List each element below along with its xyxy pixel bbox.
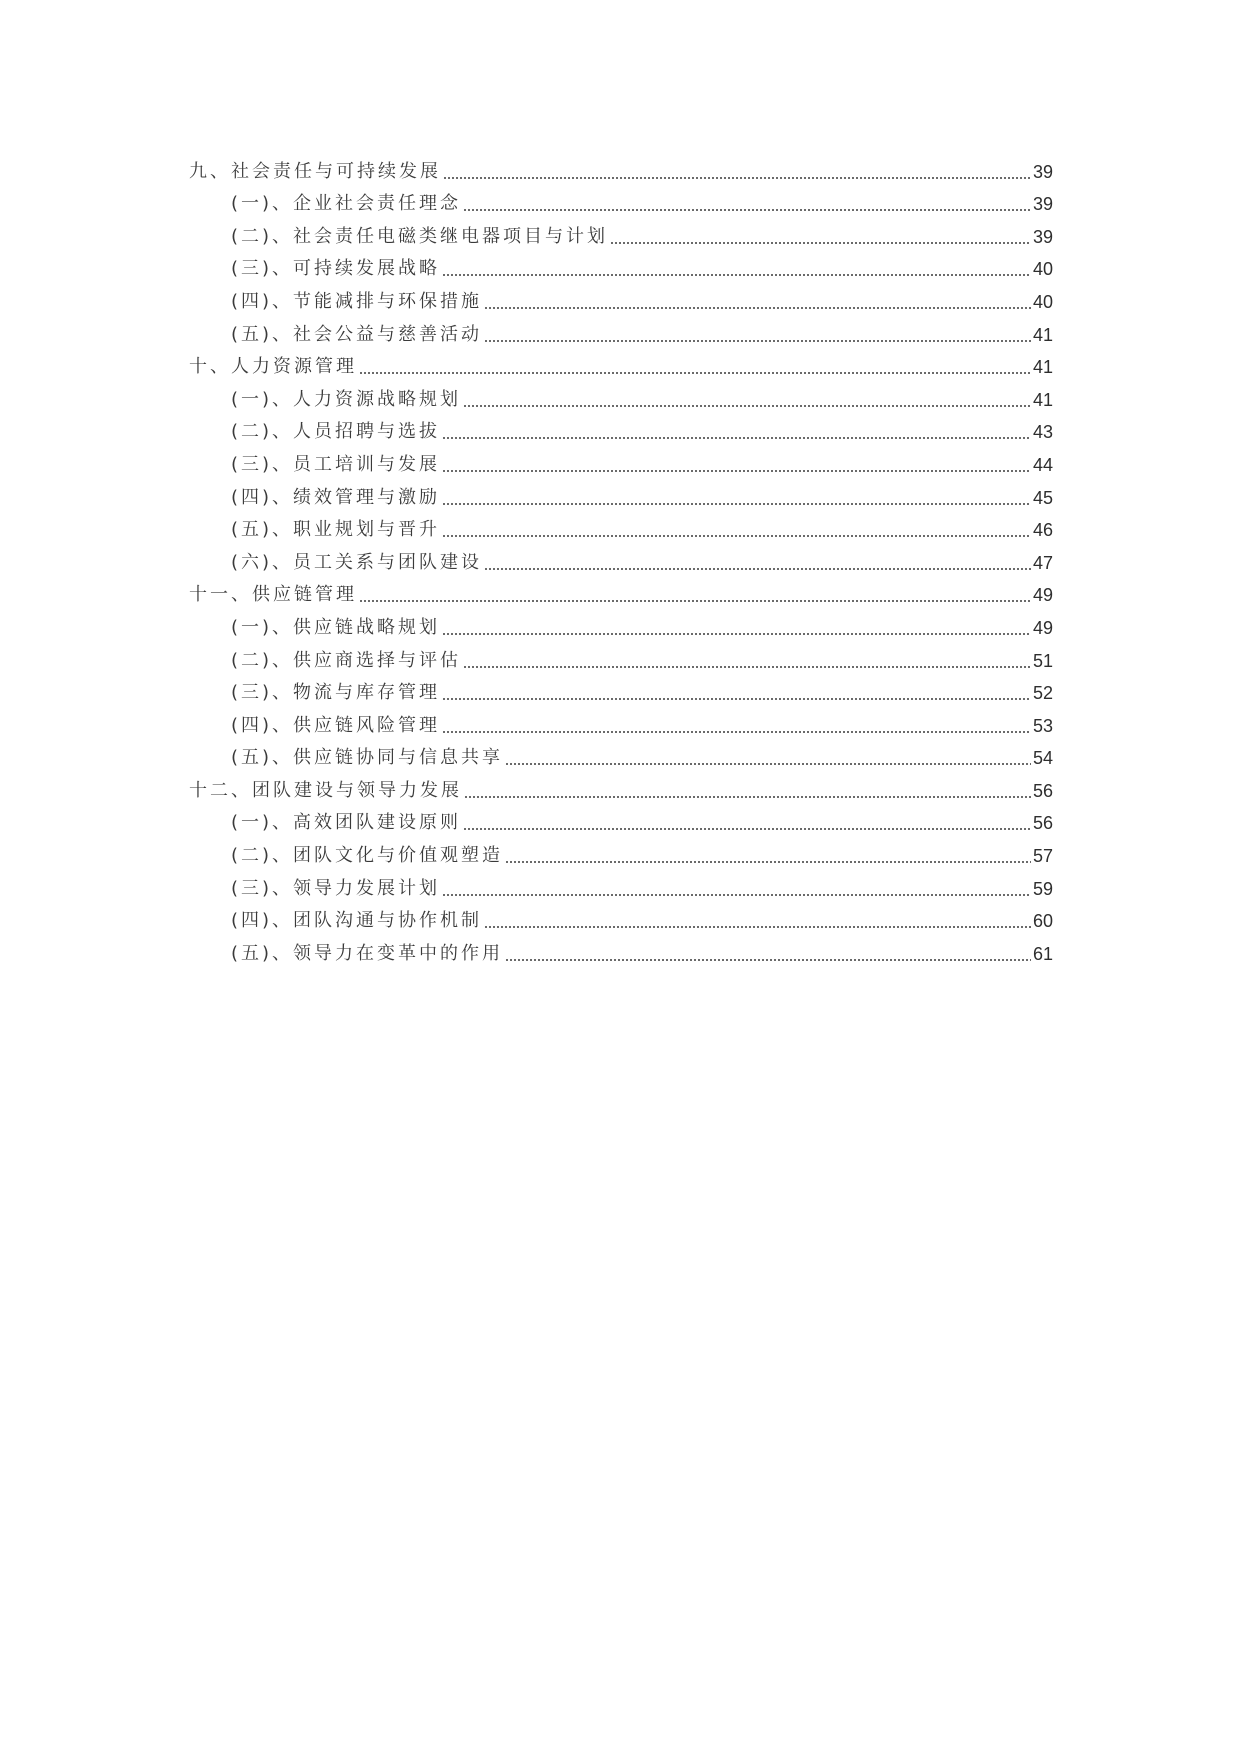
toc-section-entry[interactable] <box>189 803 1053 836</box>
toc-dot-leader <box>484 910 1031 932</box>
toc-entry-title: 十二、团队建设与领导力发展 <box>189 779 462 801</box>
toc-dot-leader <box>484 324 1031 346</box>
toc-entry-page-number: 49 <box>1032 617 1053 638</box>
toc-dot-leader <box>505 943 1031 965</box>
toc-section-entry[interactable] <box>189 868 1053 901</box>
toc-entry-title: (一)、企业社会责任理念 <box>231 193 462 215</box>
toc-dot-leader <box>463 389 1031 411</box>
toc-entry-title: (三)、可持续发展战略 <box>231 258 441 280</box>
toc-section-entry[interactable] <box>189 542 1053 575</box>
toc-entry-page-number: 39 <box>1032 161 1053 182</box>
toc-entry-page-number: 61 <box>1032 943 1053 964</box>
toc-dot-leader <box>442 258 1031 280</box>
toc-entry-title: (一)、人力资源战略规划 <box>231 388 462 410</box>
toc-entry-title: (三)、物流与库存管理 <box>231 682 441 704</box>
toc-dot-leader <box>442 715 1031 737</box>
toc-entry-page-number: 56 <box>1032 780 1053 801</box>
toc-dot-leader <box>442 617 1031 639</box>
toc-entry-page-number: 40 <box>1032 259 1053 280</box>
toc-entry-page-number: 39 <box>1032 226 1053 247</box>
toc-entry-page-number: 51 <box>1032 650 1053 671</box>
toc-entry-page-number: 41 <box>1032 357 1053 378</box>
toc-section-entry[interactable] <box>189 673 1053 706</box>
toc-dot-leader <box>442 421 1031 443</box>
toc-entry-title: (五)、领导力在变革中的作用 <box>231 942 504 964</box>
toc-entry-title: (一)、供应链战略规划 <box>231 616 441 638</box>
toc-entry-title: (四)、供应链风险管理 <box>231 714 441 736</box>
toc-entry-title: 十、人力资源管理 <box>189 356 357 378</box>
toc-dot-leader <box>463 812 1031 834</box>
toc-dot-leader <box>359 584 1031 606</box>
toc-dot-leader <box>463 193 1031 215</box>
toc-section-entry[interactable] <box>189 738 1053 771</box>
toc-entry-page-number: 59 <box>1032 878 1053 899</box>
toc-entry-title: (四)、节能减排与环保措施 <box>231 290 483 312</box>
toc-section-entry[interactable] <box>189 184 1053 217</box>
toc-dot-leader <box>484 552 1031 574</box>
toc-section-entry[interactable] <box>189 933 1053 966</box>
toc-dot-leader <box>443 161 1031 183</box>
toc-entry-title: (四)、绩效管理与激励 <box>231 486 441 508</box>
toc-entry-title: (三)、领导力发展计划 <box>231 877 441 899</box>
toc-dot-leader <box>505 747 1031 769</box>
toc-dot-leader <box>442 519 1031 541</box>
toc-section-entry[interactable] <box>189 705 1053 738</box>
toc-section-entry[interactable] <box>189 281 1053 314</box>
toc-entry-page-number: 45 <box>1032 487 1053 508</box>
toc-entry-page-number: 49 <box>1032 585 1053 606</box>
toc-section-entry[interactable] <box>189 444 1053 477</box>
toc-entry-title: (四)、团队沟通与协作机制 <box>231 910 483 932</box>
toc-section-entry[interactable] <box>189 314 1053 347</box>
toc-dot-leader <box>464 780 1031 802</box>
table-of-contents <box>189 151 1053 966</box>
toc-dot-leader <box>442 487 1031 509</box>
toc-section-entry[interactable] <box>189 412 1053 445</box>
toc-section-entry[interactable] <box>189 835 1053 868</box>
toc-dot-leader <box>359 356 1031 378</box>
toc-entry-page-number: 44 <box>1032 454 1053 475</box>
toc-section-entry[interactable] <box>189 901 1053 934</box>
toc-dot-leader <box>610 226 1031 248</box>
toc-entry-title: (二)、团队文化与价值观塑造 <box>231 845 504 867</box>
toc-entry-page-number: 39 <box>1032 194 1053 215</box>
toc-entry-title: (五)、社会公益与慈善活动 <box>231 323 483 345</box>
toc-entry-title: (六)、员工关系与团队建设 <box>231 551 483 573</box>
toc-entry-page-number: 53 <box>1032 715 1053 736</box>
toc-dot-leader <box>463 650 1031 672</box>
toc-entry-title: (一)、高效团队建设原则 <box>231 812 462 834</box>
toc-entry-title: (二)、人员招聘与选拔 <box>231 421 441 443</box>
toc-dot-leader <box>505 845 1031 867</box>
toc-entry-page-number: 60 <box>1032 911 1053 932</box>
toc-entry-page-number: 40 <box>1032 291 1053 312</box>
toc-section-entry[interactable] <box>189 640 1053 673</box>
toc-chapter-entry[interactable] <box>189 347 1053 380</box>
toc-entry-page-number: 41 <box>1032 389 1053 410</box>
toc-section-entry[interactable] <box>189 477 1053 510</box>
toc-chapter-entry[interactable] <box>189 151 1053 184</box>
toc-chapter-entry[interactable] <box>189 575 1053 608</box>
toc-dot-leader <box>442 878 1031 900</box>
toc-entry-page-number: 46 <box>1032 520 1053 541</box>
toc-dot-leader <box>442 454 1031 476</box>
toc-chapter-entry[interactable] <box>189 770 1053 803</box>
toc-entry-page-number: 57 <box>1032 846 1053 867</box>
toc-section-entry[interactable] <box>189 607 1053 640</box>
toc-dot-leader <box>442 682 1031 704</box>
toc-entry-page-number: 47 <box>1032 552 1053 573</box>
toc-entry-title: 十一、供应链管理 <box>189 584 357 606</box>
toc-entry-page-number: 41 <box>1032 324 1053 345</box>
toc-dot-leader <box>484 291 1031 313</box>
toc-entry-title: (二)、社会责任电磁类继电器项目与计划 <box>231 225 609 247</box>
toc-entry-title: (二)、供应商选择与评估 <box>231 649 462 671</box>
toc-entry-title: (三)、员工培训与发展 <box>231 453 441 475</box>
toc-section-entry[interactable] <box>189 379 1053 412</box>
toc-entry-page-number: 54 <box>1032 748 1053 769</box>
toc-section-entry[interactable] <box>189 249 1053 282</box>
toc-entry-title: (五)、职业规划与晋升 <box>231 519 441 541</box>
toc-section-entry[interactable] <box>189 216 1053 249</box>
toc-entry-title: 九、社会责任与可持续发展 <box>189 160 441 182</box>
toc-entry-page-number: 56 <box>1032 813 1053 834</box>
toc-entry-page-number: 52 <box>1032 683 1053 704</box>
toc-entry-title: (五)、供应链协同与信息共享 <box>231 747 504 769</box>
toc-section-entry[interactable] <box>189 510 1053 543</box>
toc-entry-page-number: 43 <box>1032 422 1053 443</box>
